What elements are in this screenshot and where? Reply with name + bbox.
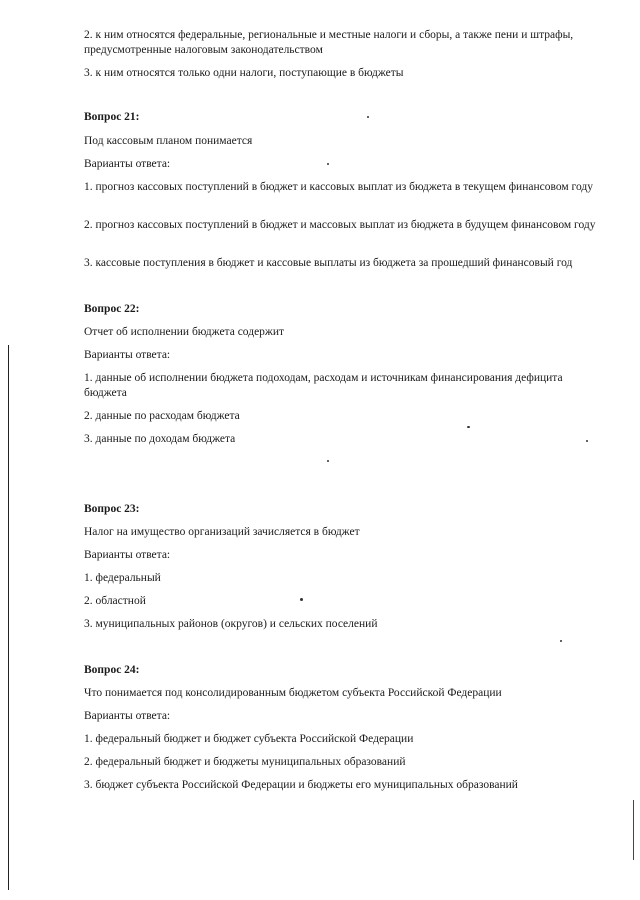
- question-24-variants-label: Варианты ответа:: [84, 710, 171, 722]
- scan-edge-line: [633, 800, 634, 860]
- question-24-option-2: 2. федеральный бюджет и бюджеты муниципальных образований: [84, 756, 406, 768]
- question-24-text: Что понимается под консолидированным бюджетом субъекта Российской Федерации: [84, 687, 502, 699]
- question-22-option-3: 3. данные по доходам бюджета: [84, 433, 236, 445]
- question-22-text: Отчет об исполнении бюджета содержит: [84, 326, 285, 338]
- question-21-text: Под кассовым планом понимается: [84, 135, 253, 147]
- previous-answer-option-3: 3. к ним относятся только одни налоги, поступающие в бюджеты: [84, 67, 404, 79]
- question-24-option-3: 3. бюджет субъекта Российской Федерации и бюджеты его муниципальных образований: [84, 779, 518, 791]
- scan-speck: [327, 460, 329, 462]
- question-21-variants-label: Варианты ответа:: [84, 158, 171, 170]
- scan-speck: [467, 426, 470, 428]
- question-23-option-2: 2. областной: [84, 595, 146, 607]
- question-23-variants-label: Варианты ответа:: [84, 549, 171, 561]
- question-22-heading: Вопрос 22:: [84, 303, 140, 315]
- question-21-option-2: 2. прогноз кассовых поступлений в бюджет и массовых выплат из бюджета в будущем финансовом году: [84, 219, 596, 231]
- question-24-option-1: 1. федеральный бюджет и бюджет субъекта Российской Федерации: [84, 733, 414, 745]
- scan-speck: [560, 640, 562, 642]
- question-21-heading: Вопрос 21:: [84, 111, 140, 123]
- question-22-option-2: 2. данные по расходам бюджета: [84, 410, 240, 422]
- previous-answer-option-2: 2. к ним относятся федеральные, региональные и местные налоги и сборы, а также пени и штрафы, предусмотренные налоговым законодательством: [84, 29, 574, 56]
- question-21-option-1: 1. прогноз кассовых поступлений в бюджет и кассовых выплат из бюджета в текущем финансовом году: [84, 181, 593, 193]
- question-22-variants-label: Варианты ответа:: [84, 349, 171, 361]
- scan-edge-line: [8, 345, 9, 890]
- question-22-option-1: 1. данные об исполнении бюджета подоходам, расходам и источникам финансирования дефицита бюджета: [84, 372, 563, 399]
- question-24-heading: Вопрос 24:: [84, 664, 140, 676]
- question-23-option-3: 3. муниципальных районов (округов) и сельских поселений: [84, 618, 378, 630]
- question-23-option-1: 1. федеральный: [84, 572, 161, 584]
- question-23-heading: Вопрос 23:: [84, 503, 140, 515]
- question-23-text: Налог на имущество организаций зачисляется в бюджет: [84, 526, 360, 538]
- question-21-option-3: 3. кассовые поступления в бюджет и кассовые выплаты из бюджета за прошедший финансовый год: [84, 257, 573, 269]
